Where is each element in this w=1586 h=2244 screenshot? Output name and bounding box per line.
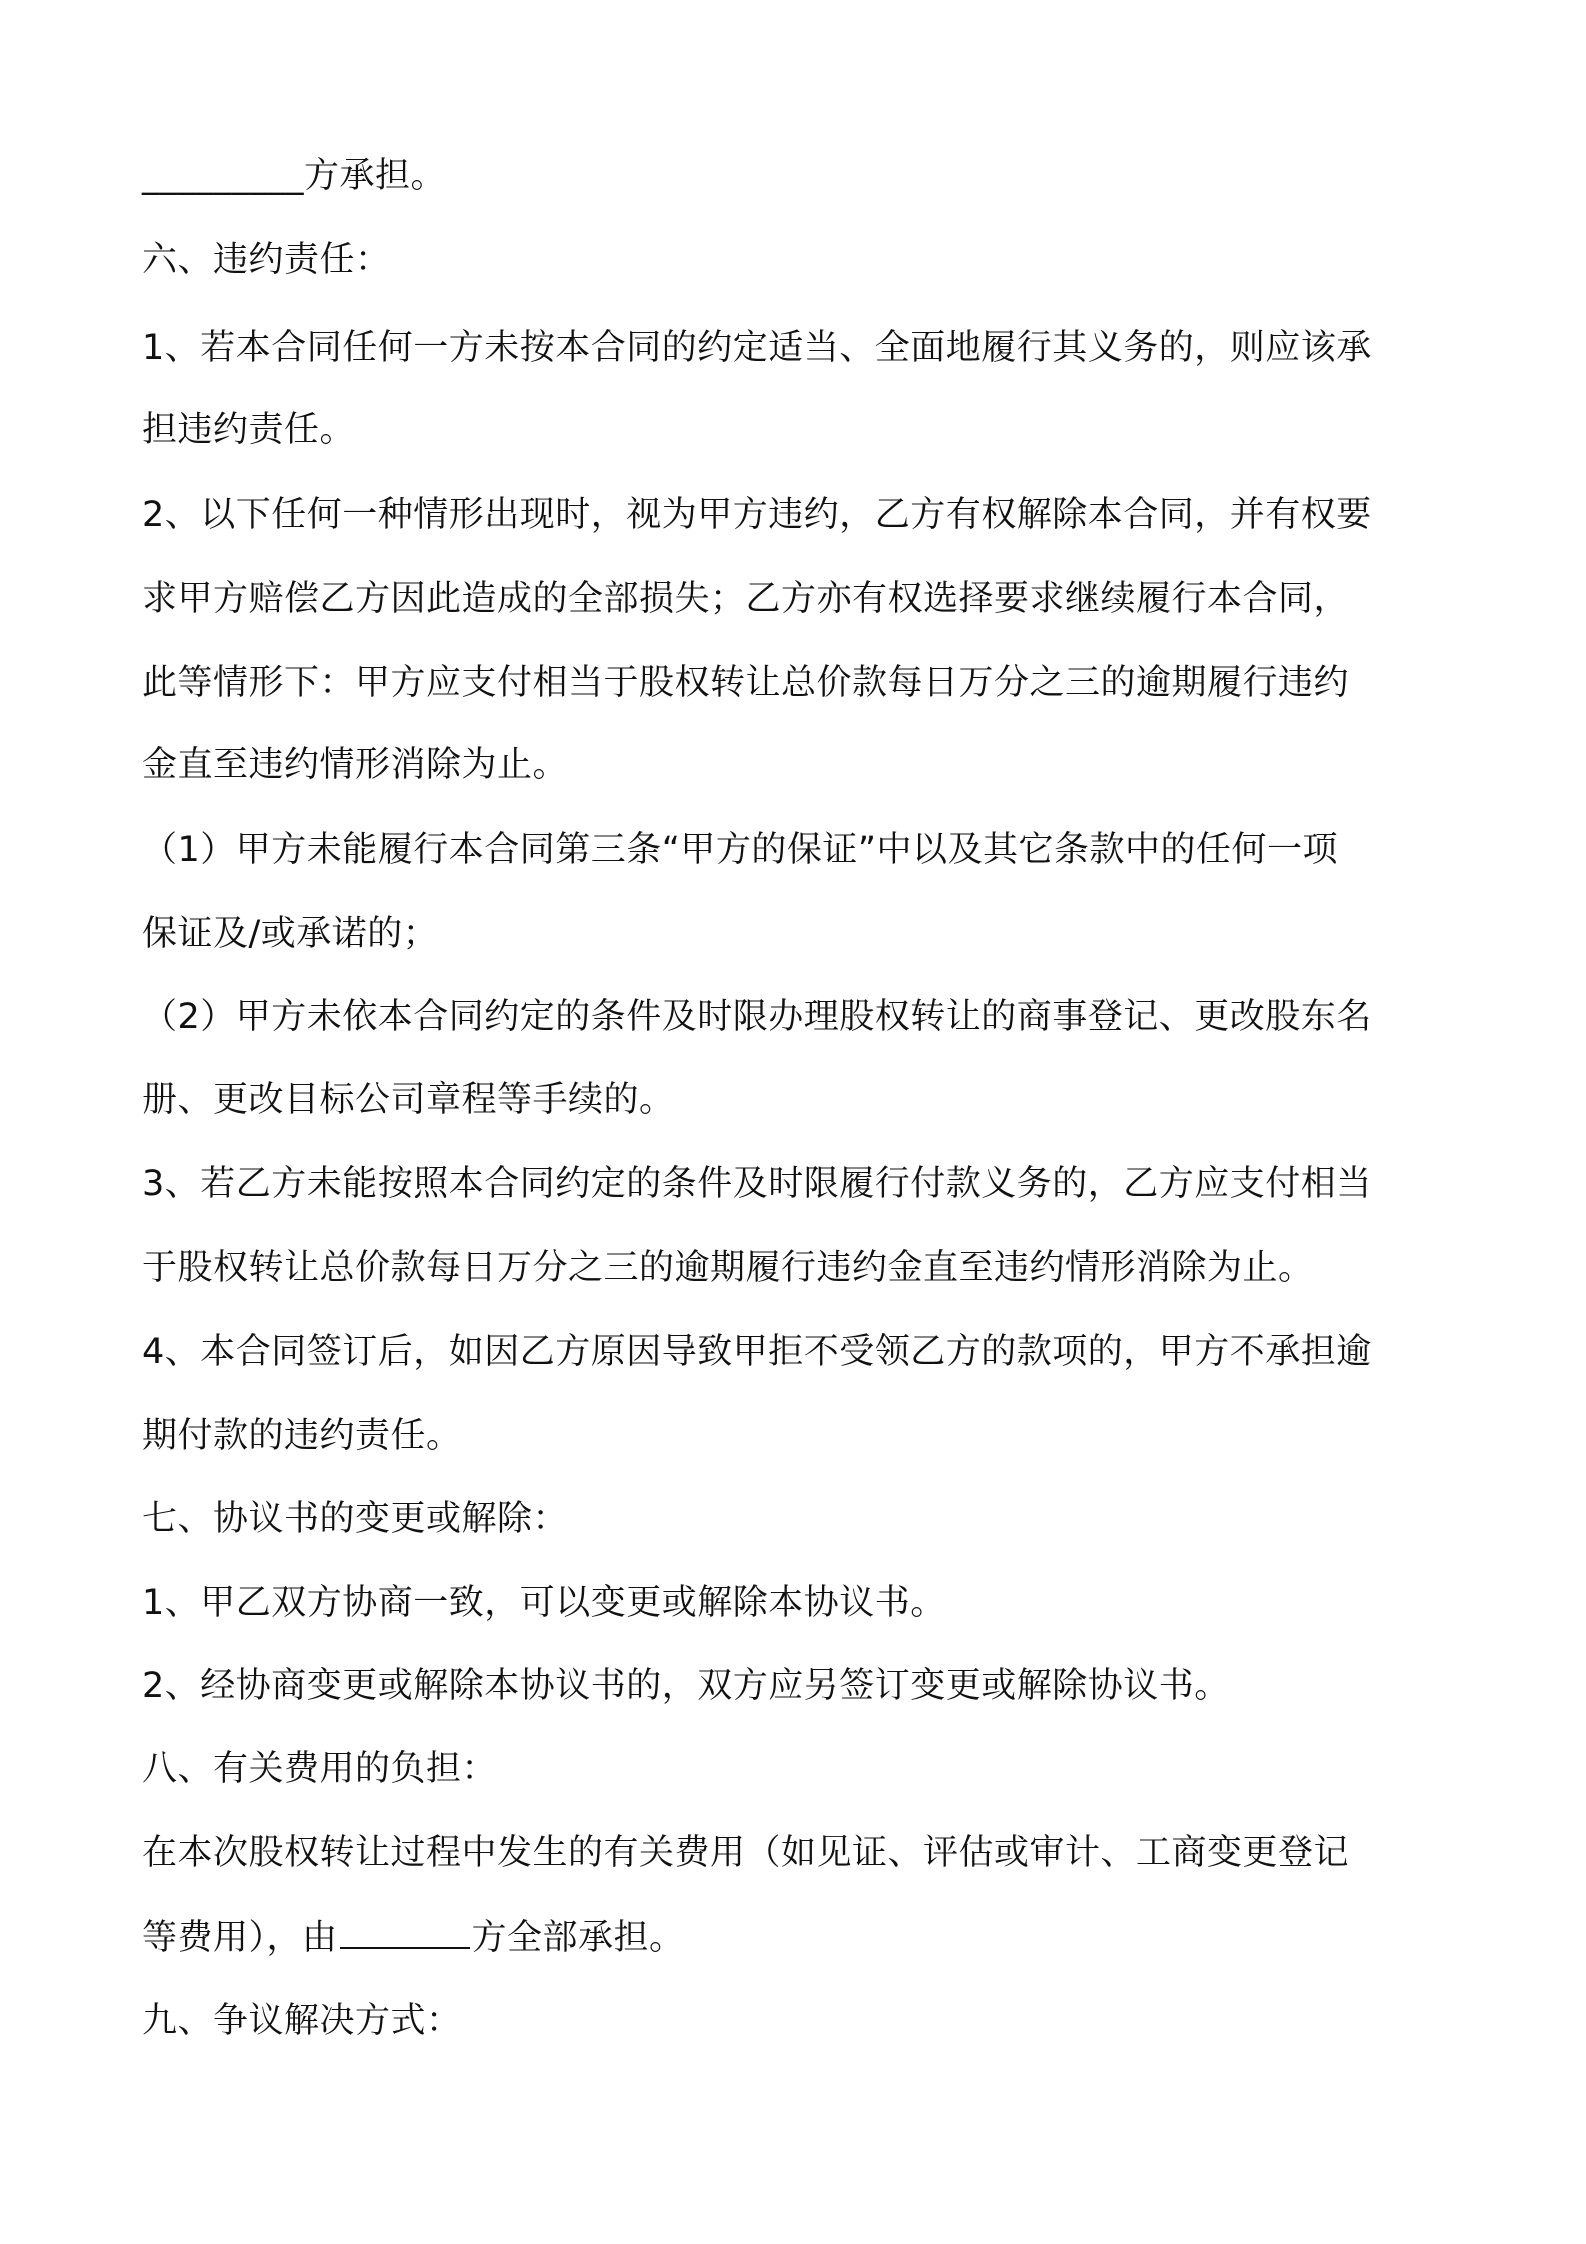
paragraph-line: 担违约责任。: [142, 410, 356, 450]
text-after-blank: 方全部承担。: [471, 1918, 685, 1958]
paragraph-line: 1、若本合同任何一方未按本合同的约定适当、全面地履行其义务的，则应该承: [142, 328, 1372, 368]
paragraph-line: 3、若乙方未能按照本合同约定的条件及时限履行付款义务的，乙方应支付相当: [142, 1164, 1372, 1204]
paragraph-line: 此等情形下：甲方应支付相当于股权转让总价款每日万分之三的逾期履行违约: [142, 663, 1350, 703]
paragraph-line-with-blank: [142, 1914, 685, 1962]
section-heading-8: 八、有关费用的负担：: [142, 1749, 498, 1789]
text-before-blank: 等费用），由: [142, 1918, 338, 1958]
paragraph-line: 金直至违约情形消除为止。: [142, 745, 569, 785]
section-heading-7: 七、协议书的变更或解除：: [142, 1499, 569, 1539]
paragraph-line: 2、经协商变更或解除本协议书的，双方应另签订变更或解除协议书。: [142, 1666, 1230, 1706]
paragraph-line: 册、更改目标公司章程等手续的。: [142, 1080, 675, 1120]
paragraph-line: 4、本合同签订后，如因乙方原因导致甲拒不受领乙方的款项的，甲方不承担逾: [142, 1332, 1372, 1372]
section-heading-6: 六、违约责任：: [142, 240, 391, 280]
paragraph-line: 1、甲乙双方协商一致，可以变更或解除本协议书。: [142, 1583, 946, 1623]
paragraph-line: （2）甲方未依本合同约定的条件及时限办理股权转让的商事登记、更改股东名: [142, 997, 1372, 1037]
fill-in-blank: [340, 1917, 470, 1949]
paragraph-line: 于股权转让总价款每日万分之三的逾期履行违约金直至违约情形消除为止。: [142, 1248, 1314, 1288]
paragraph-line: （1）甲方未能履行本合同第三条“甲方的保证”中以及其它条款中的任何一项: [142, 830, 1339, 870]
paragraph-line: 2、以下任何一种情形出现时，视为甲方违约，乙方有权解除本合同，并有权要: [142, 495, 1372, 535]
section-heading-9: 九、争议解决方式：: [142, 2001, 462, 2041]
paragraph-line: 在本次股权转让过程中发生的有关费用（如见证、评估或审计、工商变更登记: [142, 1833, 1350, 1873]
paragraph-line: 求甲方赔偿乙方因此造成的全部损失；乙方亦有权选择要求继续履行本合同，: [142, 579, 1350, 619]
paragraph-line: 保证及/或承诺的；: [142, 914, 439, 954]
paragraph-line: _________方承担。: [142, 156, 447, 196]
paragraph-line: 期付款的违约责任。: [142, 1416, 462, 1456]
